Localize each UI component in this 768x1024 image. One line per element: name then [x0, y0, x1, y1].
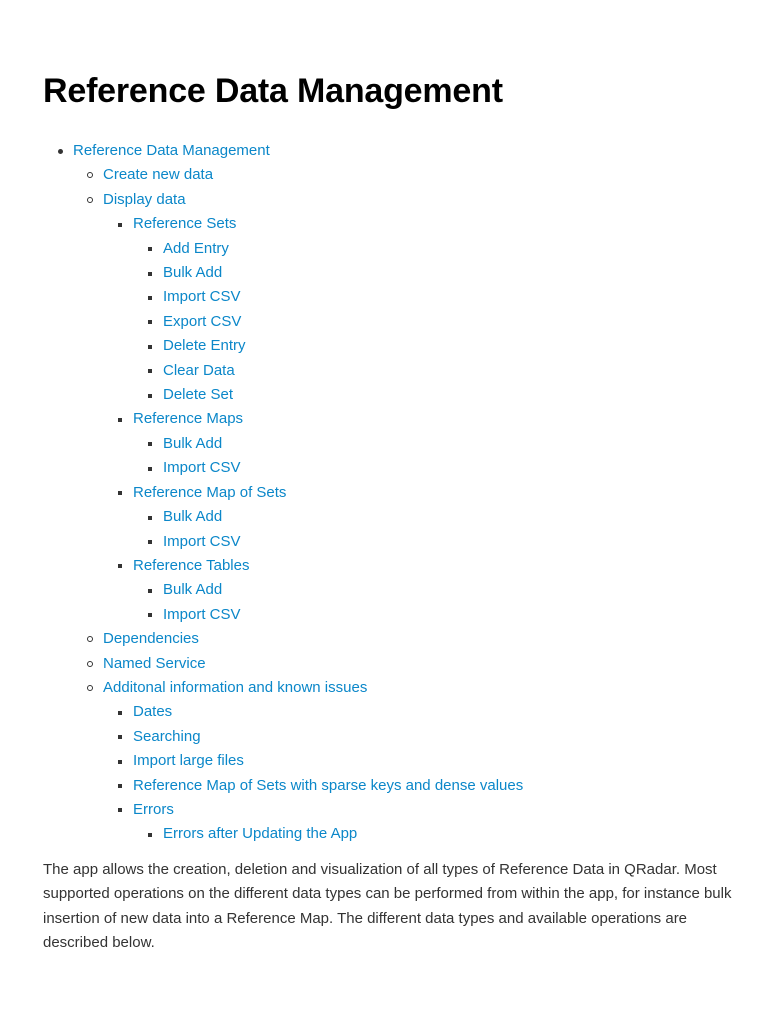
- toc-link-errors[interactable]: Errors: [133, 800, 174, 818]
- square-bullet-icon: [148, 320, 152, 324]
- intro-paragraph: The app allows the creation, deletion and visualization of all types of Reference Data in QRadar. Most supported operations on the different data types can be performed from within the app, for instance bulk insertion of new data into a Reference Map. The different data types and available operations are described below.: [43, 861, 732, 952]
- toc-link-import-csv[interactable]: Import CSV: [163, 532, 241, 550]
- toc-item: [103, 700, 733, 724]
- toc-link-import-csv[interactable]: Import CSV: [163, 459, 241, 477]
- toc-link-import-large-files[interactable]: Import large files: [133, 752, 244, 770]
- square-bullet-icon: [148, 369, 152, 373]
- square-bullet-icon: [118, 735, 122, 739]
- toc-link-bulk-add[interactable]: Bulk Add: [163, 264, 223, 282]
- toc-item: [133, 456, 733, 480]
- toc-level-4: [133, 505, 733, 554]
- toc-item: [103, 725, 733, 749]
- toc-item: [133, 334, 733, 358]
- toc-link-reference-data-management[interactable]: Reference Data Management: [73, 142, 270, 159]
- square-bullet-icon: [148, 247, 152, 251]
- toc-item: [133, 603, 733, 627]
- square-bullet-icon: [148, 540, 152, 544]
- toc-link-sparse-keys[interactable]: Reference Map of Sets with sparse keys and dense values: [133, 776, 524, 794]
- toc-link-delete-set[interactable]: Delete Set: [163, 386, 234, 404]
- circle-bullet-icon: [87, 636, 93, 642]
- toc-item-display-data: [73, 188, 733, 627]
- square-bullet-icon: [148, 345, 152, 349]
- toc-link-reference-maps[interactable]: Reference Maps: [133, 410, 244, 428]
- disc-bullet-icon: [58, 149, 63, 154]
- toc-link-dates[interactable]: Dates: [133, 703, 173, 721]
- toc-item-dependencies: [73, 627, 733, 651]
- toc-item-additional-info: [73, 676, 733, 847]
- toc-item-named-service: [73, 652, 733, 676]
- toc-link-additional-info[interactable]: Additonal information and known issues: [103, 678, 368, 696]
- toc-link-export-csv[interactable]: Export CSV: [163, 312, 242, 330]
- toc-item: [133, 261, 733, 285]
- toc-item-reference-sets: [103, 212, 733, 407]
- toc-item: [133, 822, 733, 846]
- circle-bullet-icon: [87, 197, 93, 203]
- toc-link-dependencies[interactable]: Dependencies: [103, 630, 199, 648]
- toc-link-bulk-add[interactable]: Bulk Add: [163, 508, 223, 526]
- toc-link-searching[interactable]: Searching: [133, 727, 201, 745]
- toc-link-display-data[interactable]: Display data: [103, 190, 186, 208]
- toc-level-4: [133, 822, 733, 846]
- toc-item-reference-map-of-sets: [103, 481, 733, 554]
- toc-item-errors: [103, 798, 733, 847]
- square-bullet-icon: [148, 833, 152, 837]
- toc-link-reference-tables[interactable]: Reference Tables: [133, 556, 250, 574]
- square-bullet-icon: [148, 613, 152, 617]
- toc-item-create-new-data: [73, 163, 733, 187]
- square-bullet-icon: [118, 711, 122, 715]
- toc-link-reference-map-of-sets[interactable]: Reference Map of Sets: [133, 483, 287, 501]
- toc-item: [103, 749, 733, 773]
- toc-link-bulk-add[interactable]: Bulk Add: [163, 434, 223, 452]
- circle-bullet-icon: [87, 685, 93, 691]
- toc-link-add-entry[interactable]: Add Entry: [163, 239, 229, 257]
- toc-item: [133, 310, 733, 334]
- toc-item: [133, 383, 733, 407]
- square-bullet-icon: [118, 760, 122, 764]
- circle-bullet-icon: [87, 172, 93, 178]
- toc-item: [133, 359, 733, 383]
- toc-item: [133, 530, 733, 554]
- toc-link-errors-after-updating[interactable]: Errors after Updating the App: [163, 825, 358, 843]
- square-bullet-icon: [118, 491, 122, 495]
- toc-link-bulk-add[interactable]: Bulk Add: [163, 581, 223, 599]
- toc-link-named-service[interactable]: Named Service: [103, 654, 206, 672]
- square-bullet-icon: [148, 272, 152, 276]
- toc-level-3: [103, 212, 733, 627]
- square-bullet-icon: [148, 394, 152, 398]
- square-bullet-icon: [148, 589, 152, 593]
- toc-level-4: [133, 432, 733, 481]
- toc-level-2: [73, 163, 733, 846]
- table-of-contents: [43, 139, 733, 847]
- square-bullet-icon: [148, 516, 152, 520]
- toc-item-reference-data-management: [43, 139, 733, 847]
- toc-level-4: [133, 237, 733, 408]
- toc-link-delete-entry[interactable]: Delete Entry: [163, 337, 246, 355]
- toc-item: [133, 285, 733, 309]
- toc-item: [103, 774, 733, 798]
- square-bullet-icon: [148, 296, 152, 300]
- toc-level-1: [43, 139, 733, 847]
- toc-link-import-csv[interactable]: Import CSV: [163, 288, 241, 306]
- square-bullet-icon: [118, 564, 122, 568]
- square-bullet-icon: [118, 784, 122, 788]
- square-bullet-icon: [148, 467, 152, 471]
- toc-link-create-new-data[interactable]: Create new data: [103, 166, 214, 184]
- toc-link-import-csv[interactable]: Import CSV: [163, 605, 241, 623]
- toc-level-4: [133, 578, 733, 627]
- toc-item-reference-maps: [103, 407, 733, 480]
- toc-item-reference-tables: [103, 554, 733, 627]
- toc-link-clear-data[interactable]: Clear Data: [163, 361, 235, 379]
- square-bullet-icon: [148, 442, 152, 446]
- toc-item: [133, 432, 733, 456]
- square-bullet-icon: [118, 808, 122, 812]
- toc-item: [133, 237, 733, 261]
- toc-item: [133, 578, 733, 602]
- toc-item: [133, 505, 733, 529]
- circle-bullet-icon: [87, 661, 93, 667]
- toc-link-reference-sets[interactable]: Reference Sets: [133, 215, 237, 233]
- square-bullet-icon: [118, 418, 122, 422]
- toc-level-3: [103, 700, 733, 846]
- page-title: Reference Data Management: [43, 72, 503, 110]
- square-bullet-icon: [118, 223, 122, 227]
